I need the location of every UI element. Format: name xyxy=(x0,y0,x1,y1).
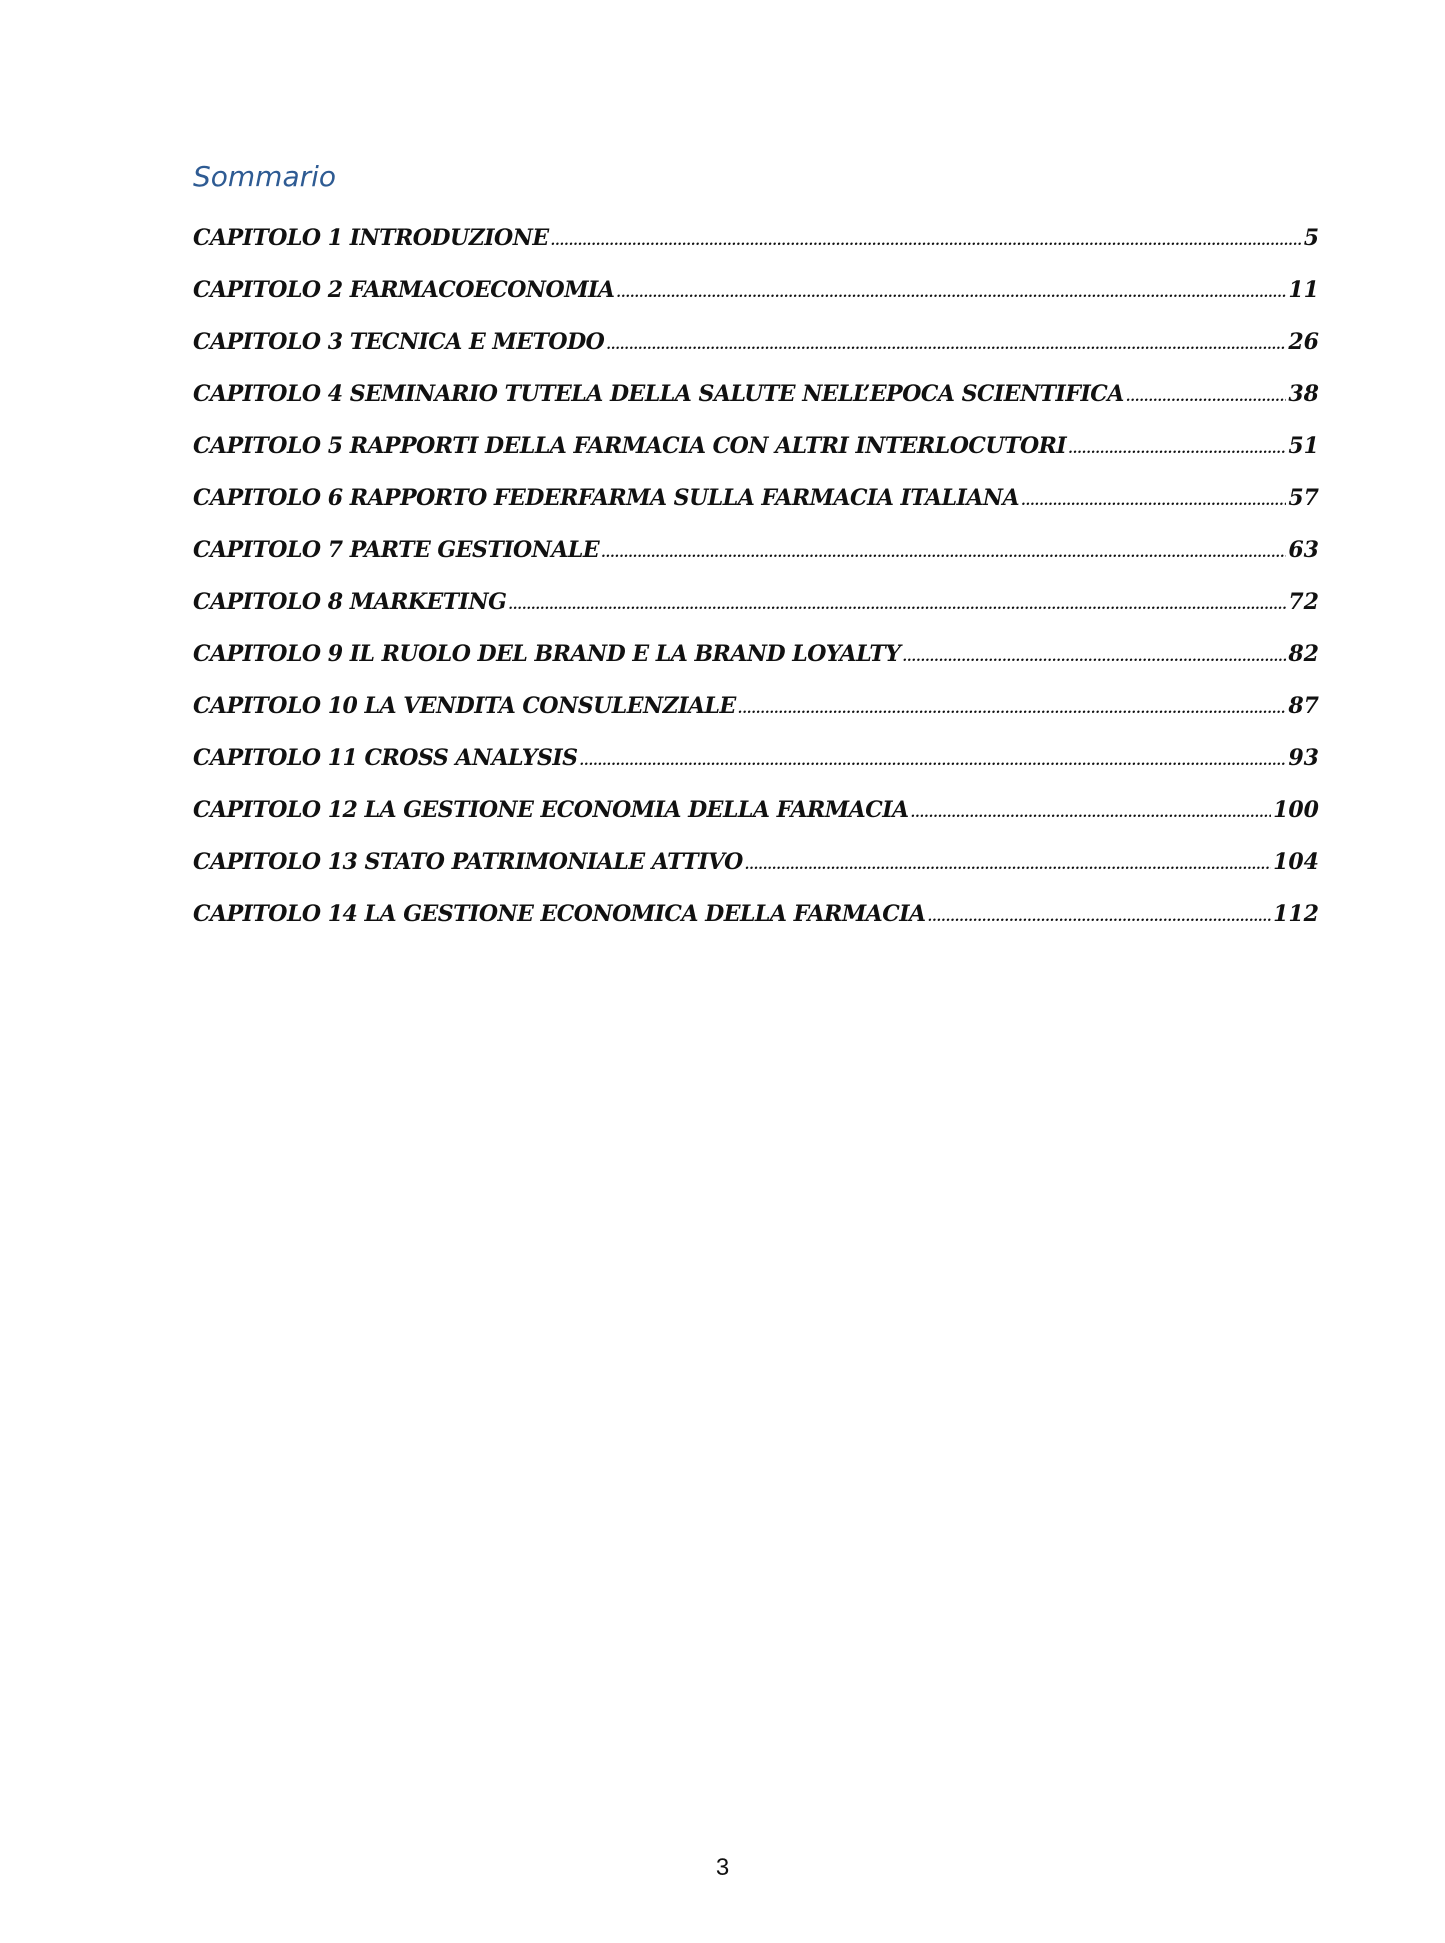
toc-entry[interactable] xyxy=(193,270,1319,322)
toc-dot-leader xyxy=(1068,430,1286,470)
toc-dot-leader xyxy=(738,690,1287,730)
toc-entry-page: 63 xyxy=(1288,537,1319,563)
toc-entry[interactable] xyxy=(193,634,1319,686)
toc-entry[interactable] xyxy=(193,842,1319,894)
toc-entry[interactable] xyxy=(193,374,1319,426)
toc-entry-label: CAPITOLO 14 LA GESTIONE ECONOMICA DELLA FARMACIA xyxy=(193,901,926,927)
toc-dot-leader xyxy=(903,638,1287,678)
toc-entry-page: 100 xyxy=(1273,797,1319,823)
toc-entry-page: 82 xyxy=(1288,641,1319,667)
toc-entry-page: 57 xyxy=(1288,485,1319,511)
toc-entry-page: 72 xyxy=(1288,589,1319,615)
toc-dot-leader xyxy=(1021,482,1286,522)
toc-dot-leader xyxy=(606,326,1286,366)
toc-entry-label: CAPITOLO 12 LA GESTIONE ECONOMIA DELLA FARMACIA xyxy=(193,797,909,823)
toc-entry[interactable] xyxy=(193,686,1319,738)
toc-dot-leader xyxy=(911,794,1271,834)
toc-dot-leader xyxy=(616,274,1286,314)
toc-dot-leader xyxy=(580,742,1287,782)
toc-entry-label: CAPITOLO 13 STATO PATRIMONIALE ATTIVO xyxy=(193,849,743,875)
toc-dot-leader xyxy=(508,586,1286,626)
toc-entry-page: 38 xyxy=(1288,381,1319,407)
toc-entry[interactable] xyxy=(193,790,1319,842)
toc-entry[interactable] xyxy=(193,894,1319,946)
page-number: 3 xyxy=(715,1854,730,1881)
toc-entry-page: 5 xyxy=(1303,225,1319,251)
toc-entry-label: CAPITOLO 4 SEMINARIO TUTELA DELLA SALUTE NELL’EPOCA SCIENTIFICA xyxy=(193,381,1124,407)
toc-entry-page: 51 xyxy=(1288,433,1319,459)
toc-entry[interactable] xyxy=(193,322,1319,374)
toc-entry[interactable] xyxy=(193,738,1319,790)
toc-entry-label: CAPITOLO 5 RAPPORTI DELLA FARMACIA CON ALTRI INTERLOCUTORI xyxy=(193,433,1067,459)
toc-dot-leader xyxy=(601,534,1286,574)
toc-entry-page: 104 xyxy=(1273,849,1319,875)
toc-entry-label: CAPITOLO 2 FARMACOECONOMIA xyxy=(193,277,615,303)
toc-dot-leader xyxy=(745,846,1271,886)
toc-entry-label: CAPITOLO 8 MARKETING xyxy=(193,589,507,615)
toc-entry-label: CAPITOLO 1 INTRODUZIONE xyxy=(193,225,549,251)
toc-entry-label: CAPITOLO 10 LA VENDITA CONSULENZIALE xyxy=(193,693,736,719)
toc-dot-leader xyxy=(551,222,1302,262)
toc-entry[interactable] xyxy=(193,218,1319,270)
toc-title: Sommario xyxy=(193,160,337,193)
toc-entry[interactable] xyxy=(193,530,1319,582)
toc-entry[interactable] xyxy=(193,478,1319,530)
toc-entry[interactable] xyxy=(193,426,1319,478)
toc-entry-label: CAPITOLO 6 RAPPORTO FEDERFARMA SULLA FARMACIA ITALIANA xyxy=(193,485,1020,511)
toc-entry-page: 11 xyxy=(1288,277,1319,303)
toc-entry[interactable] xyxy=(193,582,1319,634)
toc-dot-leader xyxy=(928,898,1271,938)
toc-entry-page: 87 xyxy=(1288,693,1319,719)
toc-dot-leader xyxy=(1126,378,1287,418)
table-of-contents xyxy=(193,218,1319,946)
toc-entry-label: CAPITOLO 3 TECNICA E METODO xyxy=(193,329,605,355)
toc-entry-page: 93 xyxy=(1288,745,1319,771)
toc-entry-label: CAPITOLO 9 IL RUOLO DEL BRAND E LA BRAND LOYALTY xyxy=(193,641,901,667)
toc-entry-label: CAPITOLO 11 CROSS ANALYSIS xyxy=(193,745,578,771)
toc-entry-label: CAPITOLO 7 PARTE GESTIONALE xyxy=(193,537,600,563)
toc-entry-page: 112 xyxy=(1273,901,1319,927)
toc-entry-page: 26 xyxy=(1288,329,1319,355)
